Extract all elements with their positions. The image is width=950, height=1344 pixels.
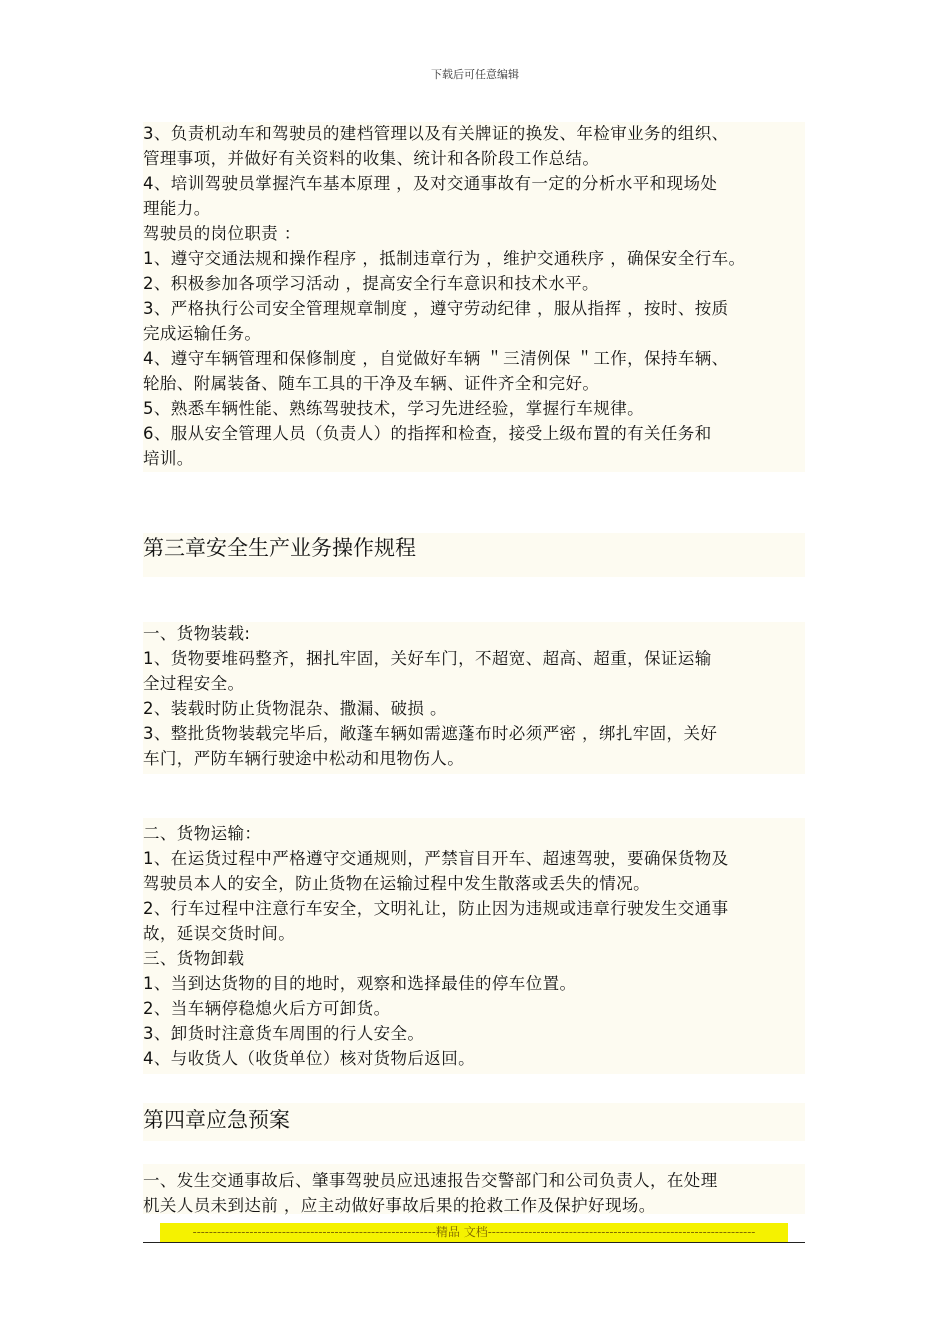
- paragraph-line: 2、当车辆停稳熄火后方可卸货。: [143, 999, 391, 1018]
- paragraph-line: 全过程安全。: [143, 674, 245, 693]
- footer-divider: [143, 1242, 805, 1243]
- page-header: 下载后可任意编辑: [431, 68, 519, 81]
- paragraph-line: 4、与收货人（收货单位）核对货物后返回。: [143, 1049, 475, 1068]
- paragraph-line: 管理事项，并做好有关资料的收集、统计和各阶段工作总结。: [143, 149, 600, 168]
- paragraph-line: 驾驶员本人的安全，防止货物在运输过程中发生散落或丢失的情况。: [143, 874, 650, 893]
- chapter-title: 第三章安全生产业务操作规程: [143, 536, 416, 560]
- paragraph-line: 机关人员未到达前 ，应主动做好事故后果的抢救工作及保护好现场。: [143, 1196, 656, 1215]
- paragraph-line: 1、遵守交通法规和操作程序 ，抵制违章行为 ，维护交通秩序 ，确保安全行车。: [143, 249, 746, 268]
- paragraph-line: 3、负责机动车和驾驶员的建档管理以及有关牌证的换发、年检审业务的组织、: [143, 124, 729, 143]
- paragraph-line: 轮胎、附属装备、随车工具的干净及车辆、证件齐全和完好。: [143, 374, 600, 393]
- paragraph-line: 1、货物要堆码整齐，捆扎牢固，关好车门，不超宽、超高、超重，保证运输: [143, 649, 712, 668]
- paragraph-line: 6、服从安全管理人员（负责人）的指挥和检查，接受上级布置的有关任务和: [143, 424, 712, 443]
- paragraph-line: 4、培训驾驶员掌握汽车基本原理 ，及对交通事故有一定的分析水平和现场处: [143, 174, 718, 193]
- paragraph-line: 3、整批货物装载完毕后，敞蓬车辆如需遮蓬布时必须严密 ，绑扎牢固，关好: [143, 724, 718, 743]
- section-title: 二、货物运输：: [143, 824, 262, 843]
- paragraph-line: 完成运输任务。: [143, 324, 262, 343]
- paragraph-line: 故，延误交货时间。: [143, 924, 296, 943]
- paragraph-line: 5、熟悉车辆性能、熟练驾驶技术，学习先进经验，掌握行车规律。: [143, 399, 644, 418]
- section-title: 一、货物装载:: [143, 624, 251, 643]
- paragraph-line: 3、严格执行公司安全管理规章制度 ，遵守劳动纪律 ，服从指挥 ，按时、按质: [143, 299, 729, 318]
- footer-banner: ------------------------------------------------------------精品 文档------------------------------------------------------------------: [160, 1223, 788, 1242]
- chapter-title: 第四章应急预案: [143, 1108, 290, 1132]
- paragraph-line: 2、行车过程中注意行车安全，文明礼让，防止因为违规或违章行驶发生交通事: [143, 899, 729, 918]
- paragraph-line: 1、在运货过程中严格遵守交通规则，严禁盲目开车、超速驾驶，要确保货物及: [143, 849, 729, 868]
- paragraph-line: 3、卸货时注意货车周围的行人安全。: [143, 1024, 425, 1043]
- paragraph-line: 2、积极参加各项学习活动 ，提高安全行车意识和技术水平。: [143, 274, 599, 293]
- paragraph-line: 1、当到达货物的目的地时，观察和选择最佳的停车位置。: [143, 974, 577, 993]
- paragraph-line: 车门，严防车辆行驶途中松动和甩物伤人。: [143, 749, 465, 768]
- section-title: 驾驶员的岗位职责 ：: [143, 224, 301, 243]
- paragraph-line: 培训。: [143, 449, 194, 468]
- section-title: 三、货物卸载: [143, 949, 245, 968]
- paragraph-line: 2、装载时防止货物混杂、撒漏、破损 。: [143, 699, 447, 718]
- paragraph-line: 理能力。: [143, 199, 211, 218]
- paragraph-line: 4、遵守车辆管理和保修制度 ，自觉做好车辆 ＂三清例保 ＂工作，保持车辆、: [143, 349, 729, 368]
- paragraph-line: 一、发生交通事故后、肇事驾驶员应迅速报告交警部门和公司负责人，在处理: [143, 1171, 718, 1190]
